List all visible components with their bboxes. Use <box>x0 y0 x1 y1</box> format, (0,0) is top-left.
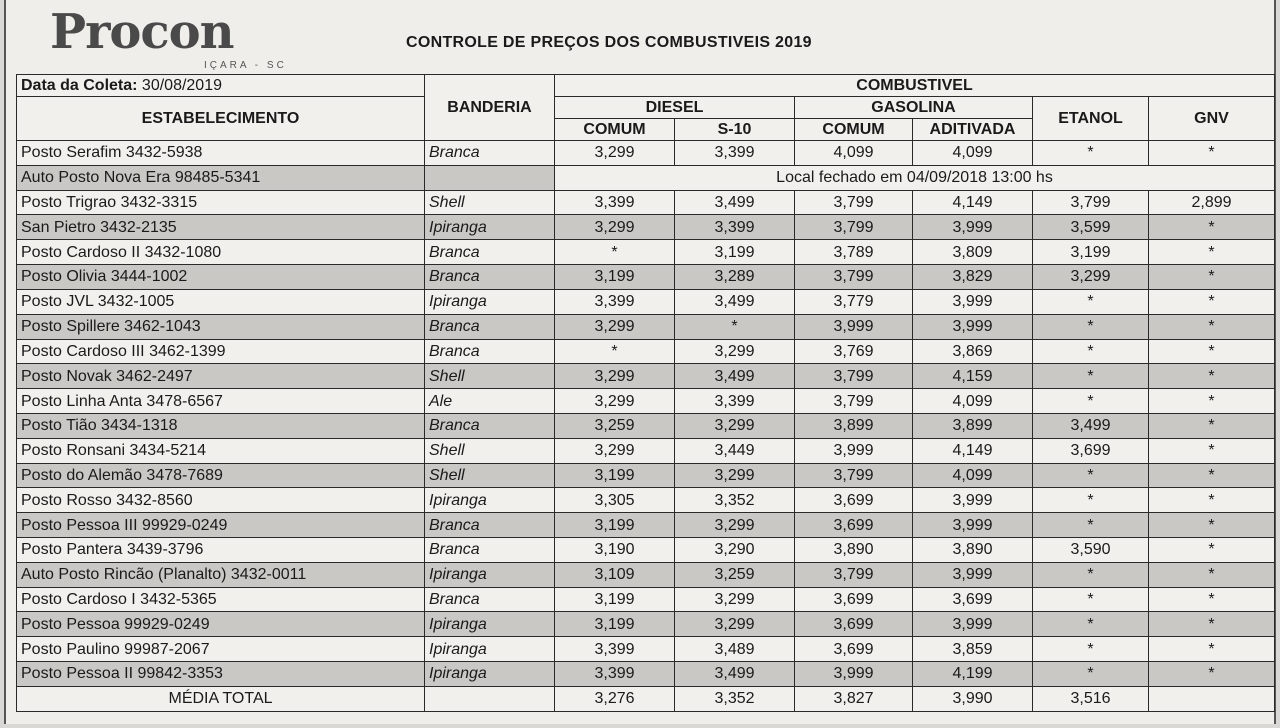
gasoline-common-price: 3,799 <box>795 389 913 414</box>
establishment-cell: Posto JVL 3432-1005 <box>17 289 425 314</box>
establishment-cell: San Pietro 3432-2135 <box>17 215 425 240</box>
logo-name: Procon <box>50 4 234 60</box>
establishment-cell: Posto Tião 3434-1318 <box>17 413 425 438</box>
flag-cell: Ipiranga <box>425 662 555 687</box>
diesel-common-price: * <box>555 339 675 364</box>
gasoline-common-price: 3,999 <box>795 438 913 463</box>
procon-logo <box>50 4 310 72</box>
flag-cell: Shell <box>425 463 555 488</box>
gasoline-additive-price: 3,869 <box>913 339 1033 364</box>
diesel-s10-price: 3,499 <box>675 364 795 389</box>
gasoline-additive-price: 4,149 <box>913 190 1033 215</box>
gnv-price: * <box>1149 488 1275 513</box>
gasoline-additive-price: 3,890 <box>913 538 1033 563</box>
establishment-cell: Posto Pessoa II 99842-3353 <box>17 662 425 687</box>
ethanol-price: * <box>1033 562 1149 587</box>
gnv-price: * <box>1149 662 1275 687</box>
table-row <box>17 513 1275 538</box>
establishment-cell: Posto Serafim 3432-5938 <box>17 141 425 166</box>
flag-cell: Branca <box>425 240 555 265</box>
gasoline-header: GASOLINA <box>795 97 1033 119</box>
diesel-s10-price: 3,299 <box>675 463 795 488</box>
gnv-price: * <box>1149 413 1275 438</box>
diesel-s10-price: 3,399 <box>675 215 795 240</box>
establishment-cell: Auto Posto Rincão (Planalto) 3432-0011 <box>17 562 425 587</box>
table-row <box>17 314 1275 339</box>
establishment-cell: Posto Rosso 3432-8560 <box>17 488 425 513</box>
ethanol-price: * <box>1033 389 1149 414</box>
gasoline-common-price: 3,699 <box>795 513 913 538</box>
ethanol-price: 3,699 <box>1033 438 1149 463</box>
flag-header: BANDERIA <box>425 75 555 141</box>
gnv-price: * <box>1149 364 1275 389</box>
gnv-price: * <box>1149 141 1275 166</box>
diesel-common-price: 3,399 <box>555 289 675 314</box>
gasoline-additive-price: 4,199 <box>913 662 1033 687</box>
diesel-common-price: 3,399 <box>555 637 675 662</box>
gasoline-additive-price: 3,999 <box>913 612 1033 637</box>
gasoline-common-price: 3,789 <box>795 240 913 265</box>
establishment-cell: Posto Linha Anta 3478-6567 <box>17 389 425 414</box>
ethanol-price: 3,199 <box>1033 240 1149 265</box>
diesel-common-price: 3,199 <box>555 513 675 538</box>
diesel-s10-price: 3,489 <box>675 637 795 662</box>
ethanol-price: * <box>1033 289 1149 314</box>
gasoline-additive-price: 3,999 <box>913 289 1033 314</box>
gasoline-additive-price: 3,999 <box>913 488 1033 513</box>
gasoline-additive-price: 3,699 <box>913 587 1033 612</box>
diesel-common-price: 3,199 <box>555 463 675 488</box>
table-row <box>17 141 1275 166</box>
establishment-cell: Posto Olivia 3444-1002 <box>17 265 425 290</box>
gnv-header: GNV <box>1149 97 1275 141</box>
gnv-average <box>1149 686 1275 711</box>
gasoline-additive-price: 3,999 <box>913 215 1033 240</box>
gasoline-common-price: 3,799 <box>795 562 913 587</box>
flag-cell: Branca <box>425 265 555 290</box>
flag-cell: Ipiranga <box>425 637 555 662</box>
establishment-cell: Posto Cardoso I 3432-5365 <box>17 587 425 612</box>
diesel-common-price: 3,299 <box>555 215 675 240</box>
diesel-common-price: 3,109 <box>555 562 675 587</box>
ethanol-price: * <box>1033 463 1149 488</box>
table-row <box>17 389 1275 414</box>
table-row <box>17 562 1275 587</box>
ethanol-price: * <box>1033 612 1149 637</box>
gnv-price: * <box>1149 289 1275 314</box>
collection-date-label: Data da Coleta: <box>21 77 138 94</box>
flag-cell: Branca <box>425 538 555 563</box>
diesel-s10-price: 3,499 <box>675 662 795 687</box>
flag-cell: Branca <box>425 141 555 166</box>
diesel-s10-average: 3,352 <box>675 686 795 711</box>
establishment-cell: Posto Spillere 3462-1043 <box>17 314 425 339</box>
establishment-cell: Posto Pessoa III 99929-0249 <box>17 513 425 538</box>
gasoline-common-price: 3,699 <box>795 612 913 637</box>
diesel-s10-price: 3,299 <box>675 513 795 538</box>
ethanol-header: ETANOL <box>1033 97 1149 141</box>
fuel-header: COMBUSTIVEL <box>555 75 1275 97</box>
table-row <box>17 215 1275 240</box>
gasoline-common-price: 3,699 <box>795 488 913 513</box>
table-row <box>17 637 1275 662</box>
collection-date: 30/08/2019 <box>141 77 222 94</box>
ethanol-price: 3,590 <box>1033 538 1149 563</box>
gasoline-additive-price: 3,859 <box>913 637 1033 662</box>
gnv-price: * <box>1149 240 1275 265</box>
flag-cell: Branca <box>425 339 555 364</box>
diesel-s10-price: 3,499 <box>675 190 795 215</box>
gnv-price: * <box>1149 463 1275 488</box>
gasoline-additive-price: 4,099 <box>913 463 1033 488</box>
table-row <box>17 364 1275 389</box>
diesel-common-price: 3,299 <box>555 389 675 414</box>
ethanol-price: * <box>1033 637 1149 662</box>
diesel-common-price: 3,399 <box>555 662 675 687</box>
diesel-common-price: 3,299 <box>555 314 675 339</box>
gasoline-common-price: 3,799 <box>795 190 913 215</box>
diesel-common-price: 3,299 <box>555 438 675 463</box>
diesel-s10-price: 3,199 <box>675 240 795 265</box>
flag-cell <box>425 165 555 190</box>
gasoline-common-average: 3,827 <box>795 686 913 711</box>
ethanol-price: 3,499 <box>1033 413 1149 438</box>
establishment-cell: Posto Trigrao 3432-3315 <box>17 190 425 215</box>
table-row <box>17 488 1275 513</box>
diesel-s10-price: 3,259 <box>675 562 795 587</box>
gasoline-additive-price: 4,159 <box>913 364 1033 389</box>
table-row <box>17 265 1275 290</box>
gnv-price: * <box>1149 538 1275 563</box>
flag-cell: Ipiranga <box>425 612 555 637</box>
ethanol-price: * <box>1033 488 1149 513</box>
gasoline-common-price: 3,769 <box>795 339 913 364</box>
establishment-cell: Posto Novak 3462-2497 <box>17 364 425 389</box>
ethanol-price: * <box>1033 141 1149 166</box>
diesel-common-price: 3,190 <box>555 538 675 563</box>
average-row <box>17 686 1275 711</box>
establishment-cell: Posto Pantera 3439-3796 <box>17 538 425 563</box>
gasoline-additive-price: 3,999 <box>913 562 1033 587</box>
diesel-common-price: 3,299 <box>555 364 675 389</box>
diesel-s10-price: 3,399 <box>675 389 795 414</box>
ethanol-price: 3,599 <box>1033 215 1149 240</box>
gasoline-common-price: 3,799 <box>795 265 913 290</box>
gasoline-additive-price: 3,899 <box>913 413 1033 438</box>
diesel-s10-price: 3,299 <box>675 587 795 612</box>
diesel-common-price: 3,199 <box>555 612 675 637</box>
gnv-price: 2,899 <box>1149 190 1275 215</box>
diesel-s10-price: * <box>675 314 795 339</box>
gasoline-common-price: 3,799 <box>795 463 913 488</box>
gnv-price: * <box>1149 612 1275 637</box>
diesel-s10-price: 3,499 <box>675 289 795 314</box>
document-title: CONTROLE DE PREÇOS DOS COMBUSTIVEIS 2019 <box>406 34 812 51</box>
table-row <box>17 463 1275 488</box>
gasoline-common-price: 3,779 <box>795 289 913 314</box>
diesel-common-price: 3,199 <box>555 587 675 612</box>
gnv-price: * <box>1149 314 1275 339</box>
gnv-price: * <box>1149 389 1275 414</box>
gasoline-additive-price: 3,809 <box>913 240 1033 265</box>
table-row <box>17 339 1275 364</box>
gasoline-common-price: 3,799 <box>795 215 913 240</box>
gasoline-common-price: 3,999 <box>795 662 913 687</box>
table-row <box>17 190 1275 215</box>
price-table <box>16 74 1275 712</box>
gasoline-additive-price: 3,999 <box>913 513 1033 538</box>
flag-cell: Ipiranga <box>425 215 555 240</box>
logo-subtitle: IÇARA - SC <box>204 60 287 71</box>
gasoline-common-price: 4,099 <box>795 141 913 166</box>
gasoline-additive-price: 4,099 <box>913 389 1033 414</box>
table-row <box>17 240 1275 265</box>
diesel-common-average: 3,276 <box>555 686 675 711</box>
gnv-price: * <box>1149 513 1275 538</box>
gasoline-common-price: 3,699 <box>795 637 913 662</box>
flag-cell: Branca <box>425 513 555 538</box>
gnv-price: * <box>1149 587 1275 612</box>
gnv-price: * <box>1149 438 1275 463</box>
ethanol-price: * <box>1033 339 1149 364</box>
diesel-common-price: * <box>555 240 675 265</box>
gasoline-common-price: 3,799 <box>795 364 913 389</box>
establishment-cell: Posto Ronsani 3434-5214 <box>17 438 425 463</box>
table-row <box>17 165 1275 190</box>
price-sheet <box>4 0 1276 724</box>
flag-cell: Branca <box>425 587 555 612</box>
table-row <box>17 289 1275 314</box>
establishment-cell: Auto Posto Nova Era 98485-5341 <box>17 165 425 190</box>
flag-cell: Branca <box>425 314 555 339</box>
collection-date-cell <box>17 75 425 97</box>
diesel-common-header: COMUM <box>555 119 675 141</box>
flag-cell: Branca <box>425 413 555 438</box>
diesel-common-price: 3,199 <box>555 265 675 290</box>
table-row <box>17 538 1275 563</box>
ethanol-price: * <box>1033 364 1149 389</box>
table-row <box>17 587 1275 612</box>
gasoline-common-price: 3,699 <box>795 587 913 612</box>
diesel-s10-price: 3,299 <box>675 413 795 438</box>
gasoline-additive-price: 3,999 <box>913 314 1033 339</box>
table-row <box>17 438 1275 463</box>
diesel-s10-price: 3,449 <box>675 438 795 463</box>
diesel-s10-price: 3,289 <box>675 265 795 290</box>
gasoline-common-price: 3,890 <box>795 538 913 563</box>
diesel-s10-price: 3,399 <box>675 141 795 166</box>
gnv-price: * <box>1149 265 1275 290</box>
diesel-common-price: 3,399 <box>555 190 675 215</box>
table-row <box>17 413 1275 438</box>
flag-cell: Ipiranga <box>425 289 555 314</box>
diesel-common-price: 3,305 <box>555 488 675 513</box>
gasoline-additive-header: ADITIVADA <box>913 119 1033 141</box>
flag-cell: Ipiranga <box>425 488 555 513</box>
ethanol-price: * <box>1033 314 1149 339</box>
gasoline-common-price: 3,899 <box>795 413 913 438</box>
gasoline-additive-price: 3,829 <box>913 265 1033 290</box>
establishment-cell: Posto Paulino 99987-2067 <box>17 637 425 662</box>
diesel-s10-price: 3,352 <box>675 488 795 513</box>
flag-cell: Shell <box>425 364 555 389</box>
gasoline-additive-average: 3,990 <box>913 686 1033 711</box>
closed-notice: Local fechado em 04/09/2018 13:00 hs <box>555 165 1275 190</box>
flag-cell: Ale <box>425 389 555 414</box>
average-flag-cell <box>425 686 555 711</box>
ethanol-price: * <box>1033 513 1149 538</box>
gnv-price: * <box>1149 339 1275 364</box>
diesel-common-price: 3,299 <box>555 141 675 166</box>
gnv-price: * <box>1149 215 1275 240</box>
ethanol-price: * <box>1033 662 1149 687</box>
gasoline-additive-price: 4,149 <box>913 438 1033 463</box>
establishment-cell: Posto Cardoso II 3432-1080 <box>17 240 425 265</box>
table-row <box>17 662 1275 687</box>
diesel-common-price: 3,259 <box>555 413 675 438</box>
gasoline-common-header: COMUM <box>795 119 913 141</box>
gasoline-common-price: 3,999 <box>795 314 913 339</box>
gasoline-additive-price: 4,099 <box>913 141 1033 166</box>
flag-cell: Shell <box>425 438 555 463</box>
diesel-s10-price: 3,299 <box>675 612 795 637</box>
establishment-cell: Posto Cardoso III 3462-1399 <box>17 339 425 364</box>
average-label: MÉDIA TOTAL <box>17 686 425 711</box>
diesel-header: DIESEL <box>555 97 795 119</box>
gnv-price: * <box>1149 637 1275 662</box>
diesel-s10-price: 3,290 <box>675 538 795 563</box>
flag-cell: Shell <box>425 190 555 215</box>
diesel-s10-price: 3,299 <box>675 339 795 364</box>
ethanol-price: 3,299 <box>1033 265 1149 290</box>
ethanol-price: * <box>1033 587 1149 612</box>
diesel-s10-header: S-10 <box>675 119 795 141</box>
ethanol-price: 3,799 <box>1033 190 1149 215</box>
establishment-cell: Posto do Alemão 3478-7689 <box>17 463 425 488</box>
establishment-header: ESTABELECIMENTO <box>17 97 425 141</box>
table-row <box>17 612 1275 637</box>
establishment-cell: Posto Pessoa 99929-0249 <box>17 612 425 637</box>
gnv-price: * <box>1149 562 1275 587</box>
ethanol-average: 3,516 <box>1033 686 1149 711</box>
flag-cell: Ipiranga <box>425 562 555 587</box>
